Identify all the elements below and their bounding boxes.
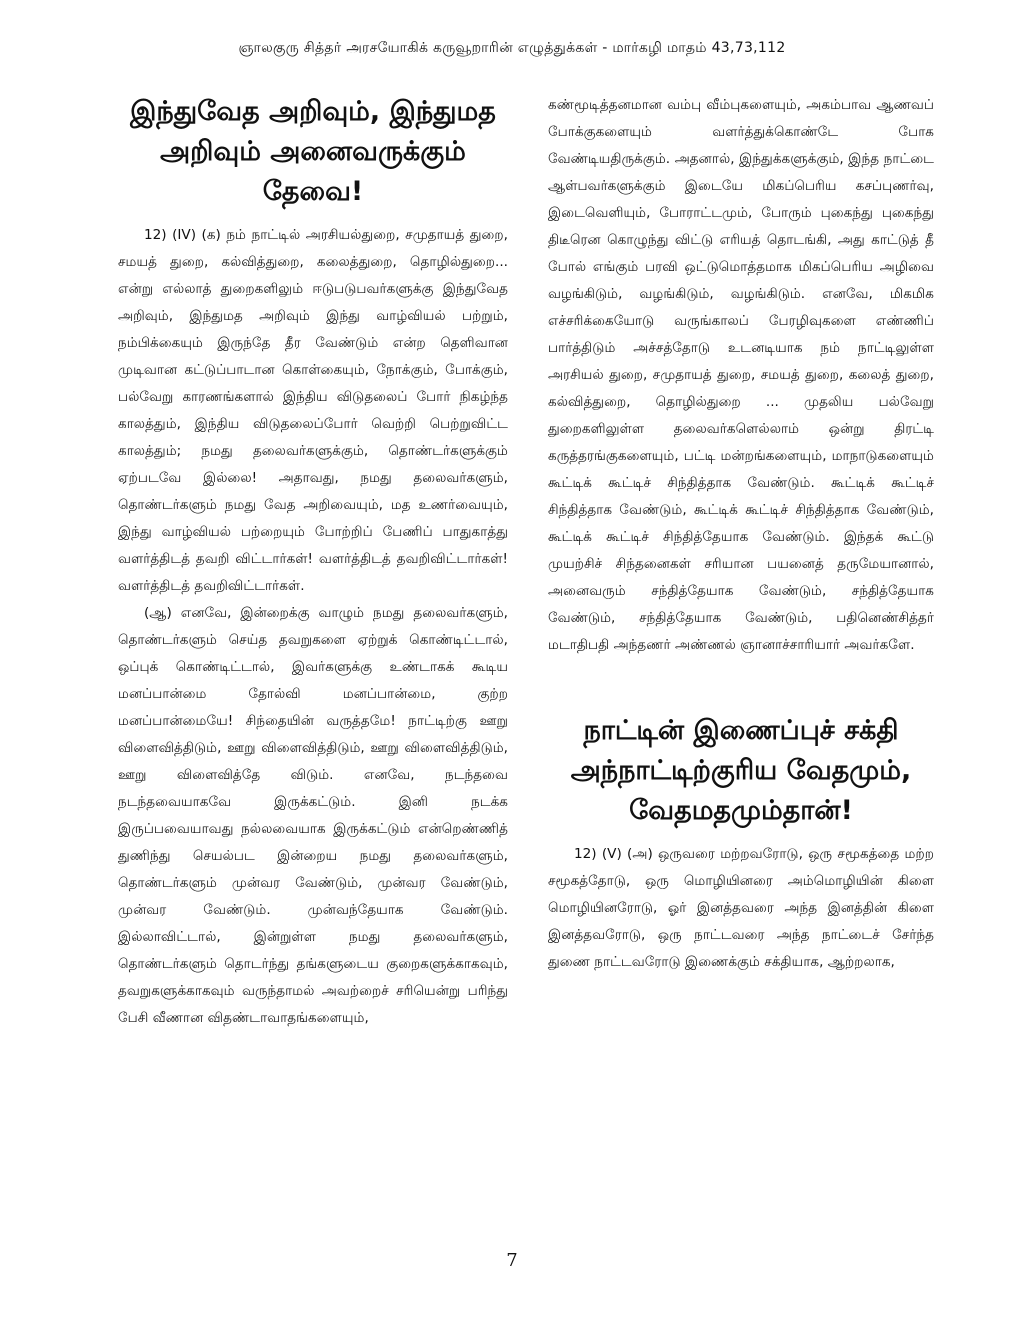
body-paragraph-continued: கண்மூடித்தனமான வம்பு வீம்புகளையும், அகம்பாவ ஆணவப் போக்குகளையும் வளர்த்துக்கொண்டே போக வேண்டியதிருக்கும். அதனால், இந்துக்களுக்கும், இந்த நாட்டை ஆள்பவர்களுக்கும் இடையே மிகப்பெரிய கசப்புணர்வு, இடைவெளியும், போராட்டமும், போரும் புகைந்து புகைந்து திடீரென கொழுந்து விட்டு எரியத் தொடங்கி, அது காட்டுத் தீ போல் எங்கும் பரவி ஒட்டுமொத்தமாக மிகப்பெரிய அழிவை வழங்கிடும், வழங்கிடும், வழங்கிடும். எனவே, மிகமிக எச்சரிக்கையோடு வருங்காலப் பேரழிவுகளை எண்ணிப் பார்த்திடும் அச்சத்தோடு உடனடியாக நம் நாட்டிலுள்ள அரசியல் துறை, சமுதாயத் துறை, சமயத் துறை, கலைத் துறை, கல்வித்துறை, தொழில்துறை ... முதலிய பல்வேறு துறைகளிலுள்ள தலைவர்களெல்லாம் ஒன்று திரட்டி கருத்தரங்குகளையும், பட்டி மன்றங்களையும், மாநாடுகளையும் கூட்டிக் கூட்டிச் சிந்தித்தாக வேண்டும். கூட்டிக் கூட்டிச் சிந்தித்தாக வேண்டும், கூட்டிக் கூட்டிச் சிந்தித்தாக வேண்டும், கூட்டிக் கூட்டிச் சிந்தித்தேயாக வேண்டும். இந்தக் கூட்டு முயற்சிச் சிந்தனைகள் சரியான பயனைத் தருமேயானால், அனைவரும் சந்தித்தேயாக வேண்டும், சந்தித்தேயாக வேண்டும், சந்தித்தேயாக வேண்டும், பதினெண்சித்தர் மடாதிபதி அந்தணர் அண்ணல் ஞானாச்சாரியார் அவர்களே. — [548, 97, 934, 653]
left-column — [118, 92, 508, 1032]
section-heading: நாட்டின் இணைப்புச் சக்தி அந்நாட்டிற்குரிய வேதமும், வேதமதமும்தான்! — [570, 715, 912, 826]
page-number: 7 — [506, 1250, 518, 1271]
body-paragraph: 12) (IV) (க) நம் நாட்டில் அரசியல்துறை, சமுதாயத் துறை, சமயத் துறை, கல்வித்துறை, கலைத்துறை, தொழில்துறை... என்று எல்லாத் துறைகளிலும் ஈடுபடுபவர்களுக்கு இந்துவேத அறிவும், இந்துமத அறிவும் இந்து வாழ்வியல் பற்றும், நம்பிக்கையும் இருந்தே தீர வேண்டும் என்ற தெளிவான முடிவான கட்டுப்பாடான கொள்கையும், நோக்கும், போக்கும், பல்வேறு காரணங்களால் இந்திய விடுதலைப் போர் நிகழ்ந்த காலத்தும், இந்திய விடுதலைப்போர் வெற்றி பெற்றுவிட்ட காலத்தும்; நமது தலைவர்களுக்கும், தொண்டர்களுக்கும் ஏற்படவே இல்லை! அதாவது, நமது தலைவர்களும், தொண்டர்களும் நமது வேத அறிவையும், மத உணர்வையும், இந்து வாழ்வியல் பற்றையும் போற்றிப் பேணிப் பாதுகாத்து வளர்த்திடத் தவறி விட்டார்கள்! வளர்த்திடத் தவறிவிட்டார்கள்! வளர்த்திடத் தவறிவிட்டார்கள். — [118, 227, 508, 594]
section-heading: இந்துவேத அறிவும், இந்துமத அறிவும் அனைவருக்கும் தேவை! — [130, 96, 496, 207]
section-gap — [548, 659, 934, 711]
body-paragraph: (ஆ) எனவே, இன்றைக்கு வாழும் நமது தலைவர்களும், தொண்டர்களும் செய்த தவறுகளை ஏற்றுக் கொண்டிட்டால், ஒப்புக் கொண்டிட்டால், இவர்களுக்கு உண்டாகக் கூடிய மனப்பான்மை தோல்வி மனப்பான்மை, குற்ற மனப்பான்மையே! சிந்தையின் வருத்தமே! நாட்டிற்கு ஊறு விளைவித்திடும், ஊறு விளைவித்திடும், ஊறு விளைவித்திடும், ஊறு விளைவித்தே விடும். எனவே, நடந்தவை நடந்தவையாகவே இருக்கட்டும். இனி நடக்க இருப்பவையாவது நல்லவையாக இருக்கட்டும் என்றெண்ணித் துணிந்து செயல்பட இன்றைய நமது தலைவர்களும், தொண்டர்களும் முன்வர வேண்டும், முன்வர வேண்டும், முன்வர வேண்டும். முன்வந்தேயாக வேண்டும். இல்லாவிட்டால், இன்றுள்ள நமது தலைவர்களும், தொண்டர்களும் தொடர்ந்து தங்களுடைய குறைகளுக்காகவும், தவறுகளுக்காகவும் வருந்தாமல் அவற்றைச் சரியென்று பரிந்து பேசி வீணான விதண்டாவாதங்களையும், — [118, 605, 508, 1026]
body-paragraph: 12) (V) (அ) ஒருவரை மற்றவரோடு, ஒரு சமூகத்தை மற்ற சமூகத்தோடு, ஒரு மொழியினரை அம்மொழியின் கிளை மொழியினரோடு, ஓர் இனத்தவரை அந்த இனத்தின் கிளை இனத்தவரோடு, ஒரு நாட்டவரை அந்த நாட்டைச் சேர்ந்த துணை நாட்டவரோடு இணைக்கும் சக்தியாக, ஆற்றலாக, — [548, 846, 934, 970]
right-column — [548, 92, 934, 976]
running-header: ஞாலகுரு சித்தர் அரசயோகிக் கருவூறாரின் எழுத்துக்கள் - மார்கழி மாதம் 43,73,112 — [238, 40, 786, 56]
